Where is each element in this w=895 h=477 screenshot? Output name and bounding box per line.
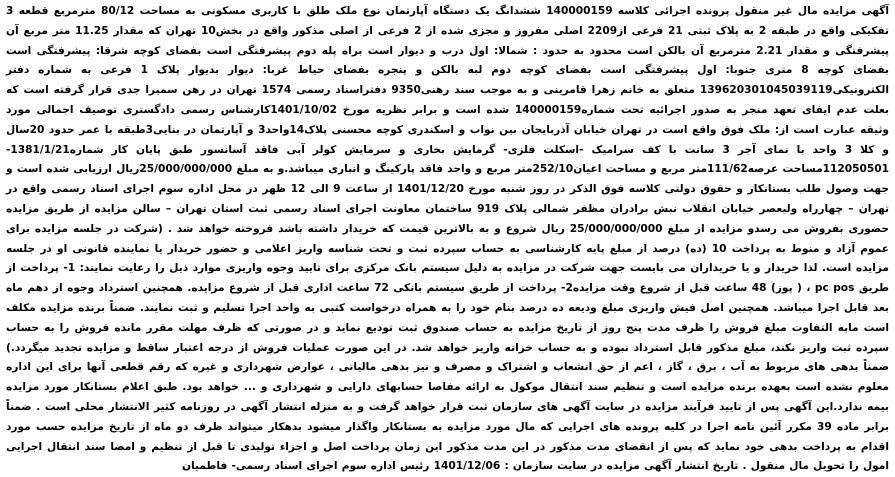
auction-notice-text: آگهی مزایده مال غیر منقول پرونده اجرائی کلاسه 140000159 ششدانگ یک دستگاه آپارتمان نوع ملک طلق با کاربری مسکونی به مساحت 80/12 مترمربع قطعه 3 تفکیکی واقع در طبقه 2 به پلاک ثبتی 21 فرعی از2209 اصلی مفروز و مجزی شده از 2 فرعی از اصلی مذکور واقع در بخش10 تهران که مقدار 11.25 متر مربع آن پیشرفتگی و مقدار 2.21 مترمربع آن بالکن است محدود به حدود : شمالا: اول درب و دیوار است براه پله دوم پیشرفتگی است بفضای کوچه شرقا: پیشرفتگی است بفضای کوچه 8 متری جنوبا: اول پیشرفتگی است بفضای کوچه دوم لبه بالکن و پنجره بفضای حیاط غربا: دیوار بدیوار پلاک 1 فرعی به شماره دفتر الکترونیکی139620301045039119 متعلق به خانم زهرا قامرینی و به موجب سند رهنی9350 دفتراسناد رسمی 1574 تهران در رهن سمیرا جدی قرار گرفته است که بعلت عدم ایفای تعهد منجر به صدور اجرائیه تحت شماره140000159 شده است و برابر نظریه مورخ 1401/10/02کارشناس رسمی دادگستری توصیف اجمالی مورد وثیقه عبارت است از: ملک فوق واقع است در تهران خیابان آذربایجان بین نواب و اسکندری کوچه محسنی پلاک14واحد3 و آپارتمان در بنایی3طبقه با عمر حدود 20سال و کلا 3 واحد با نمای آجر 3 سانت با کف سرامیک -اسکلت فلزی- گرمایش بخاری و سرمایش کولر آبی فاقد آسانسور طبق پایان کار شماره1381/1/21-112050501مساحت عرصه111/62متر مربع و مساحت اعیان252/10متر مربع و واحد فاقد پارکینگ و انباری میباشد.و به مبلغ 25/000/000/000ریال ارزیابی شده است و جهت وصول طلب بستانکار و حقوق دولتی کلاسه فوق الذکر در روز شنبه مورخ 1401/12/20 از ساعت 9 الی 12 ظهر در محل اداره سوم اجرای اسناد رسمی واقع در تهران – چهارراه ولیعصر خیابان انقلاب نبش برادران مظفر شمالی پلاک 919 ساختمان معاونت اجرای اسناد رسمی ثبت استان تهران – سالن مزایده از طریق مزایده حضوری بفروش می رسدو مزایده از مبلغ 25/000/000/000 ریال شروع و به بالاترین قیمت که خریدار داشته باشد فروخته خواهد شد . (شرکت در جلسه مزایده برای عموم آزاد و منوط به پرداخت 10 (ده) درصد از مبلغ پایه کارشناسی به حساب سپرده ثبت و تحت شناسه واریز اعلامی و حضور خریدار یا نماینده قانونی او در جلسه مزایده است. لذا خریدار و یا خریداران می بایست جهت شرکت در مزایده به دلیل سیستم بانک مرکزی برای تایید وجوه واریزی موارد ذیل را رعایت نمایند: 1- پرداخت از طریق pc pos ، ( پوز) 48 ساعت قبل از شروع وقت مزایده2- پرداخت از طریق سیستم بانکی 72 ساعت اداری قبل از شروع مزایده. همچنین استرداد وجوه از دهم ماه بعد قابل اجرا میباشد. همچنین اصل فیش واریزی مبلغ ودیعه ده درصد بنام خود را به همراه درخواست کتبی به واحد اجرا تسلیم و ثبت نمایند. ضمناً برنده مزایده مکلف است مابه التفاوت مبلغ فروش را ظرف مدت پنج روز از تاریخ مزایده به حساب صندوق ثبت تودیع نماید و در صورتی که ظرف مهلت مقرر مانده فروش را به حساب سپرده ثبت واریز نکند، مبلغ مذکور قابل استرداد نبوده و به حساب خزانه واریز خواهد شد. در این صورت عملیات فروش از درجه اعتبار ساقط و مزایده تجدید میگردد.) ضمناً بدهی های مربوط به آب ، برق ، گاز ، اعم از حق انشعاب و اشتراک و مصرف و نیز بدهی مالیاتی ، عوارض شهرداری و غیره که رقم قطعی آنها برای این اداره معلوم نشده است بعهده برنده مزایده است و تنظیم سند انتقال موکول به ارائه مفاصا حسابهای دارایی و شهرداری و ... خواهد بود. طبق اعلام بستانکار مورد مزایده بیمه ندارد.این آگهی پس از تایید فرآیند مزایده در سایت آگهی های سازمان ثبت قرار خواهد گرفت و به منزله انتشار آگهی در روزنامه کثیر الانتشار محلی است . ضمناً برابر ماده 39 مکرر آئین نامه اجرا در کلیه پرونده های اجرایی که مال مورد مزایده به بستانکار واگذار میشود بدهکار میتواند ظرف دو ماه از تاریخ مزایده حسب مورد اقدام به پرداخت بدهی خود نماید که پس از انقضای مدت مذکور در این مدت مذکور این زمان پرداخت اصل و اجزاء تولیدی تا قبل از تنظیم و امضا سند انتقال اجرایی امول را تحویل مال منقول . تاریخ انتشار آگهی مزایده در سایت سازمان : 1401/12/06 رئیس اداره سوم اجرای اسناد رسمی- فاطمیان — [6, 5, 890, 473]
